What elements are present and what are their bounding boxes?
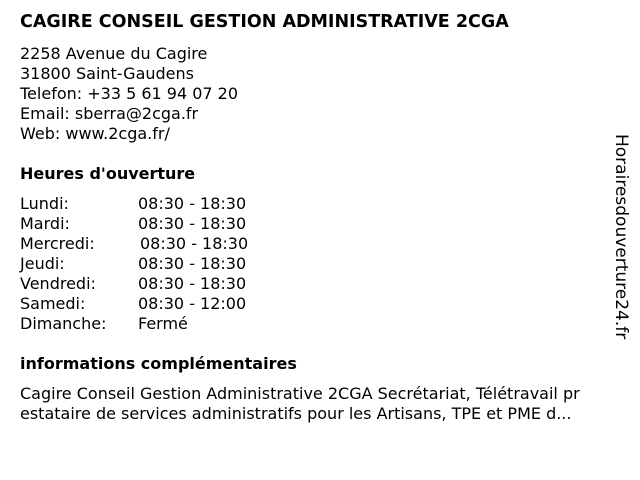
time-range: 08:30 - 18:30 <box>138 214 247 233</box>
day-label: Samedi: <box>20 294 86 313</box>
day-label: Mardi: <box>20 214 70 233</box>
hours-heading: Heures d'ouverture <box>20 164 196 183</box>
hours-row-tuesday <box>20 214 320 234</box>
day-label: Mercredi: <box>20 234 95 253</box>
description-line-2: estataire de services administratifs pour les Artisans, TPE et PME d... <box>20 404 572 423</box>
time-range: 08:30 - 18:30 <box>140 234 249 253</box>
time-range: 08:30 - 12:00 <box>138 294 247 313</box>
day-label: Jeudi: <box>20 254 65 273</box>
contact-block <box>20 44 238 144</box>
time-range: 08:30 - 18:30 <box>138 254 247 273</box>
watermark-brand: Horairesdouverture24.fr <box>611 134 631 340</box>
hours-row-monday <box>20 194 320 214</box>
time-range: 08:30 - 18:30 <box>138 274 247 293</box>
info-heading: informations complémentaires <box>20 354 297 373</box>
day-label: Vendredi: <box>20 274 96 293</box>
day-label: Lundi: <box>20 194 69 213</box>
address-city: 31800 Saint-Gaudens <box>20 64 194 83</box>
hours-row-saturday <box>20 294 320 314</box>
business-name: CAGIRE CONSEIL GESTION ADMINISTRATIVE 2CGA <box>20 12 509 32</box>
hours-row-sunday <box>20 314 320 334</box>
address-street: 2258 Avenue du Cagire <box>20 44 208 63</box>
opening-hours-list <box>20 194 320 334</box>
time-range: Fermé <box>138 314 188 333</box>
hours-row-wednesday <box>20 234 320 254</box>
day-label: Dimanche: <box>20 314 107 333</box>
website: Web: www.2cga.fr/ <box>20 124 170 143</box>
phone-number: Telefon: +33 5 61 94 07 20 <box>20 84 239 103</box>
email-address: Email: sberra@2cga.fr <box>20 104 199 123</box>
description-line-1: Cagire Conseil Gestion Administrative 2CGA Secrétariat, Télétravail pr <box>20 384 580 403</box>
hours-row-thursday <box>20 254 320 274</box>
time-range: 08:30 - 18:30 <box>138 194 247 213</box>
hours-row-friday <box>20 274 320 294</box>
business-description <box>20 384 632 424</box>
